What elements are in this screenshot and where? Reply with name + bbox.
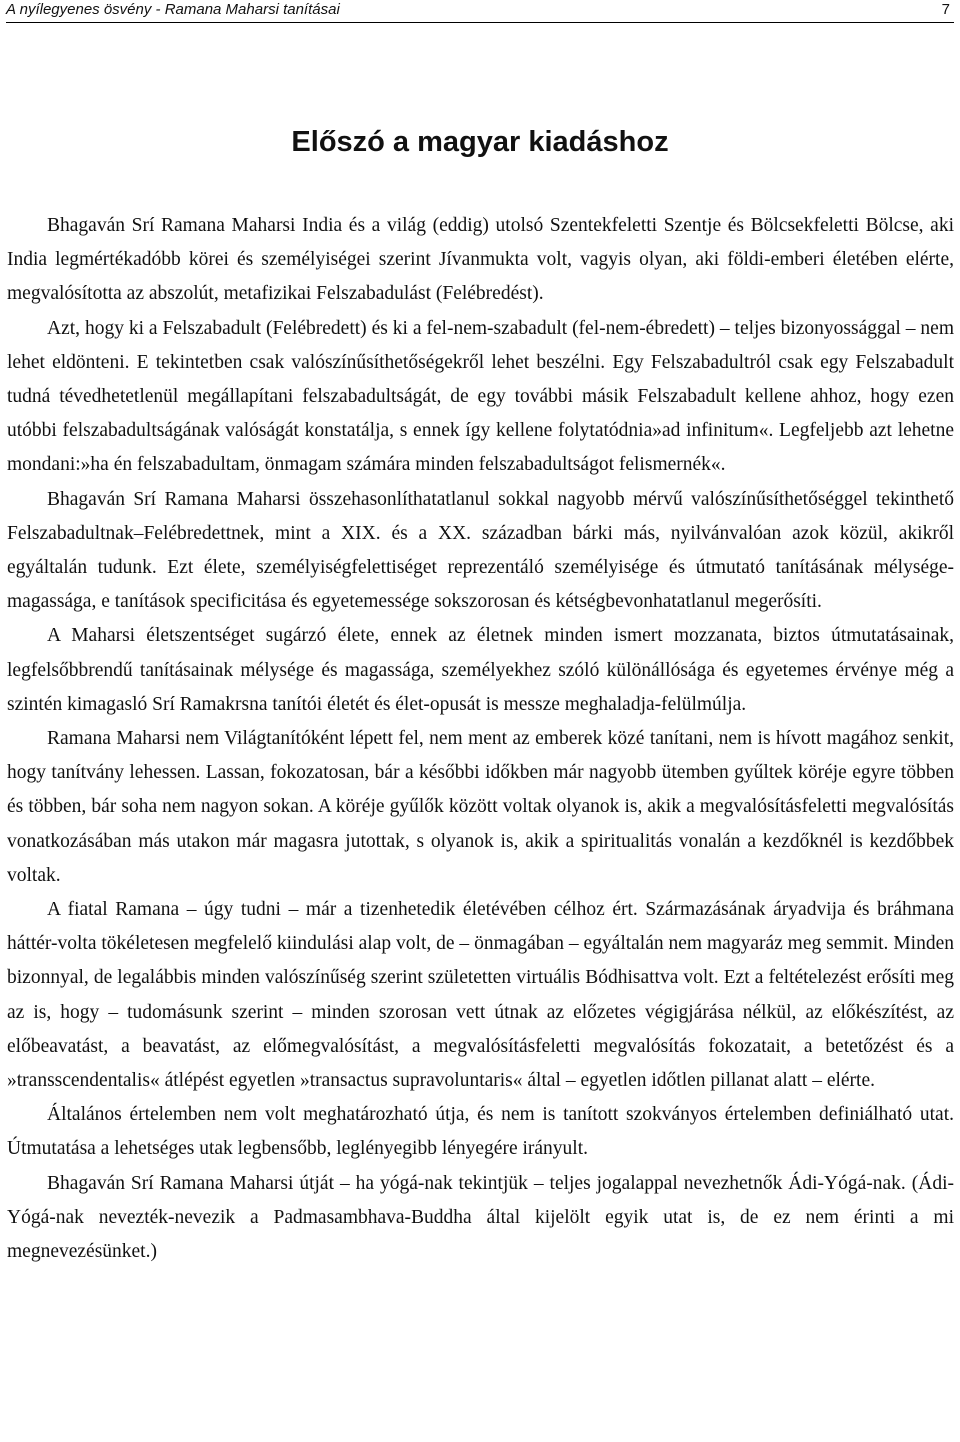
body-text <box>7 209 954 1269</box>
paragraph: Általános értelemben nem volt meghatározható útja, és nem is tanított szokványos értelemben definiálható utat. Útmutatása a lehetséges utak legbensőbb, leglényegibb lényegére irányult. <box>7 1104 954 1160</box>
paragraph: Bhagaván Srí Ramana Maharsi összehasonlíthatatlanul sokkal nagyobb mérvű valószínűsíthetőséggel tekinthető Felszabadultnak–Felébredettnek, mint a XIX. és a XX. században bárki más, nyilvánvalóan azok közül, akikről egyáltalán tudunk. Ezt élete, személyiségfelettiséget reprezentáló személyisége és útmutató tanításának mélysége-magassága, e tanítások specificitása és egyetemessége sokszorosan és kétségbevonhatatlanul megerősíti. <box>7 488 954 613</box>
page-number: 7 <box>941 1 950 18</box>
paragraph: Bhagaván Srí Ramana Maharsi India és a világ (eddig) utolsó Szentekfeletti Szentje és Bölcsekfeletti Bölcse, aki India legmértékadóbb körei és személyiségei szerint Jívanmukta volt, vagyis olyan, aki földi-emberi életében elérte, megvalósította az abszolút, metafizikai Felszabadulást (Felébredést). <box>7 215 954 305</box>
paragraph: A fiatal Ramana – úgy tudni – már a tizenhetedik életévében célhoz ért. Származásának áryadvija és bráhmana háttér-volta tökéletesen megfelelő kiindulási alap volt, de – önmagában – egyáltalán nem magyaráz meg semmit. Minden bizonnyal, de legalábbis minden valószínűség szerint születetten virtuális Bódhisattva volt. Ezt a feltételezést erősíti meg az is, hogy – tudomásunk szerint – minden szorosan vett útnak az előzetes végigjárása nélkül, az előkészítést, az előbeavatást, a beavatást, az előmegvalósítást, a megvalósításfeletti megvalósítás fokozatait, a betetőzést és a »transscendentalis« átlépést egyetlen »transactus supravoluntaris« által – egyetlen időtlen pillanat alatt – elérte. <box>7 899 954 1092</box>
running-header <box>6 0 954 23</box>
paragraph: Azt, hogy ki a Felszabadult (Felébredett) és ki a fel-nem-szabadult (fel-nem-ébredett) – teljes bizonyossággal – nem lehet eldönteni. E tekintetben csak valószínűsíthetőségekről lehet beszélni. Egy Felszabadultról csak egy Felszabadult tudná tévedhetetlenül megállapítani felszabadultságát, de egy további másik Felszabadult kellene ahhoz, hogy ezen utóbbi felszabadultságának valóságát konstatálja, s ennek így kellene folytatódnia»ad infinitum«. Legfeljebb azt lehetne mondani:»ha én felszabadultam, önmagam számára minden felszabadultságot felismernék«. <box>7 317 954 476</box>
paragraph: Ramana Maharsi nem Világtanítóként lépett fel, nem ment az emberek közé tanítani, nem is hívott magához senkit, hogy tanítvány lehessen. Lassan, fokozatosan, bár a későbbi időkben már nagyobb ütemben gyűltek köréje egyre többen és többen, bár soha nem nagyon sokan. A köréje gyűlők között voltak olyanok is, akik a megvalósításfeletti megvalósítás vonatkozásában más utakon már magasra jutottak, s olyanok is, akik a spiritualitás vonalán a kezdőknél is kezdőbbek voltak. <box>7 728 954 886</box>
paragraph: Bhagaván Srí Ramana Maharsi útját – ha yógá-nak tekintjük – teljes jogalappal nevezhetnők Ádi-Yógá-nak. (Ádi-Yógá-nak nevezték-nevezik a Padmasambhava-Buddha által kijelölt egyik utat is, de ez nem érinti a mi megnevezésünket.) <box>7 1172 954 1263</box>
page-title: Előszó a magyar kiadáshoz <box>291 126 669 158</box>
running-header-title: A nyílegyenes ösvény - Ramana Maharsi tanításai <box>6 1 340 18</box>
paragraph: A Maharsi életszentséget sugárzó élete, ennek az életnek minden ismert mozzanata, biztos útmutatásainak, legfelsőbbrendű tanításainak mélysége és magassága, személyekhez szóló különállósága és egyetemes érvénye még a szintén kimagasló Srí Ramakrsna tanítói életét és élet-opusát is messze meghaladja-felülmúlja. <box>7 625 954 715</box>
